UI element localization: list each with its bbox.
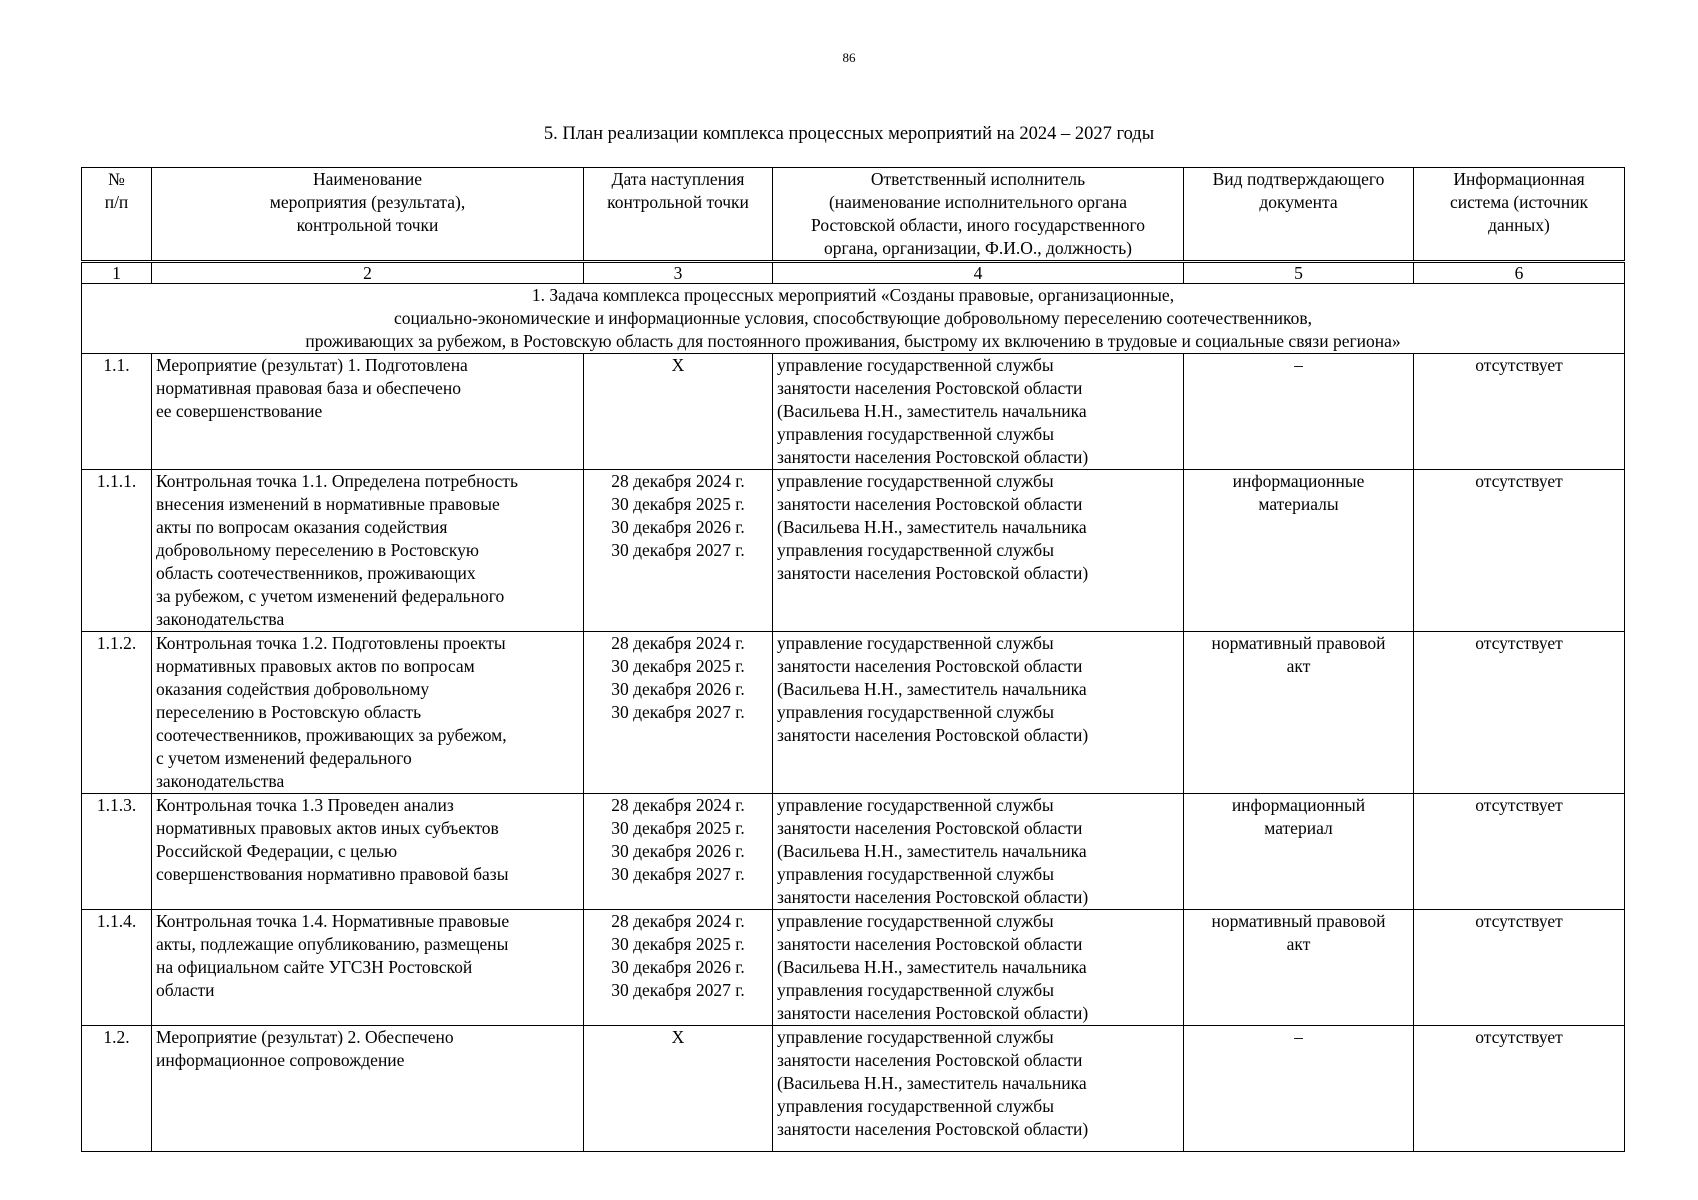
row-responsible: управление государственной службы занятости населения Ростовской области (Васильева Н.Н., заместитель начальника управления государственной службы занятости населения Ростовской области) [773, 794, 1184, 910]
table-header-row [82, 168, 1625, 262]
row-number: 1.1.2. [82, 632, 152, 794]
page-number: 86 [842, 50, 856, 65]
table-row [82, 794, 1625, 910]
row-name: Контрольная точка 1.4. Нормативные правовые акты, подлежащие опубликованию, размещены на официальном сайте УГСЗН Ростовской области [152, 910, 584, 1026]
column-number: 3 [584, 262, 773, 284]
column-number: 1 [82, 262, 152, 284]
header-responsible: Ответственный исполнитель (наименование исполнительного органа Ростовской области, иного государственного органа, организации, Ф.И.О., должность) [773, 168, 1184, 262]
row-number: 1.1. [82, 354, 152, 470]
row-date: Х [584, 354, 773, 470]
row-document: – [1184, 1026, 1414, 1152]
header-date: Дата наступления контрольной точки [584, 168, 773, 262]
header-system: Информационная система (источник данных) [1414, 168, 1625, 262]
task-row [82, 284, 1625, 354]
row-name: Контрольная точка 1.1. Определена потребность внесения изменений в нормативные правовые акты по вопросам оказания содействия добровольному переселению в Ростовскую область соотечественников, проживающих за рубежом, с учетом изменений федерального законодательства [152, 470, 584, 632]
row-system: отсутствует [1414, 354, 1625, 470]
table-row [82, 1026, 1625, 1152]
row-document: информационный материал [1184, 794, 1414, 910]
row-number: 1.1.3. [82, 794, 152, 910]
row-document: информационные материалы [1184, 470, 1414, 632]
column-number: 2 [152, 262, 584, 284]
row-name: Мероприятие (результат) 2. Обеспечено информационное сопровождение [152, 1026, 584, 1152]
row-date: 28 декабря 2024 г. 30 декабря 2025 г. 30 декабря 2026 г. 30 декабря 2027 г. [584, 632, 773, 794]
column-number: 5 [1184, 262, 1414, 284]
row-responsible: управление государственной службы занятости населения Ростовской области (Васильева Н.Н., заместитель начальника управления государственной службы занятости населения Ростовской области) [773, 354, 1184, 470]
header-number: № п/п [82, 168, 152, 262]
row-date: 28 декабря 2024 г. 30 декабря 2025 г. 30 декабря 2026 г. 30 декабря 2027 г. [584, 470, 773, 632]
column-numbers-row [82, 262, 1625, 284]
table-row [82, 632, 1625, 794]
row-number: 1.1.1. [82, 470, 152, 632]
row-date: 28 декабря 2024 г. 30 декабря 2025 г. 30 декабря 2026 г. 30 декабря 2027 г. [584, 910, 773, 1026]
row-system: отсутствует [1414, 794, 1625, 910]
row-system: отсутствует [1414, 470, 1625, 632]
row-system: отсутствует [1414, 910, 1625, 1026]
task-description: 1. Задача комплекса процессных мероприятий «Созданы правовые, организационные, социально-экономические и информационные условия, способствующие добровольному переселению соотечественников, проживающих за рубежом, в Ростовскую область для постоянного проживания, быстрому их включению в трудовые и социальные связи региона» [82, 284, 1625, 354]
header-document: Вид подтверждающего документа [1184, 168, 1414, 262]
row-responsible: управление государственной службы занятости населения Ростовской области (Васильева Н.Н., заместитель начальника управления государственной службы занятости населения Ростовской области) [773, 470, 1184, 632]
row-responsible: управление государственной службы занятости населения Ростовской области (Васильева Н.Н., заместитель начальника управления государственной службы занятости населения Ростовской области) [773, 1026, 1184, 1152]
row-name: Контрольная точка 1.3 Проведен анализ нормативных правовых актов иных субъектов Российской Федерации, с целью совершенствования нормативно правовой базы [152, 794, 584, 910]
column-number: 6 [1414, 262, 1625, 284]
row-number: 1.2. [82, 1026, 152, 1152]
row-responsible: управление государственной службы занятости населения Ростовской области (Васильева Н.Н., заместитель начальника управления государственной службы занятости населения Ростовской области) [773, 632, 1184, 794]
row-system: отсутствует [1414, 1026, 1625, 1152]
row-number: 1.1.4. [82, 910, 152, 1026]
row-date: Х [584, 1026, 773, 1152]
column-number: 4 [773, 262, 1184, 284]
row-document: нормативный правовой акт [1184, 632, 1414, 794]
table-row [82, 354, 1625, 470]
row-name: Мероприятие (результат) 1. Подготовлена нормативная правовая база и обеспечено ее совершенствование [152, 354, 584, 470]
row-name: Контрольная точка 1.2. Подготовлены проекты нормативных правовых актов по вопросам оказания содействия добровольному переселению в Ростовскую область соотечественников, проживающих за рубежом, с учетом изменений федерального законодательства [152, 632, 584, 794]
page-title: 5. План реализации комплекса процессных мероприятий на 2024 – 2027 годы [543, 124, 1155, 144]
row-responsible: управление государственной службы занятости населения Ростовской области (Васильева Н.Н., заместитель начальника управления государственной службы занятости населения Ростовской области) [773, 910, 1184, 1026]
plan-table [81, 167, 1625, 1152]
row-document: – [1184, 354, 1414, 470]
row-system: отсутствует [1414, 632, 1625, 794]
row-date: 28 декабря 2024 г. 30 декабря 2025 г. 30 декабря 2026 г. 30 декабря 2027 г. [584, 794, 773, 910]
row-document: нормативный правовой акт [1184, 910, 1414, 1026]
table-row [82, 910, 1625, 1026]
header-name: Наименование мероприятия (результата), контрольной точки [152, 168, 584, 262]
table-row [82, 470, 1625, 632]
